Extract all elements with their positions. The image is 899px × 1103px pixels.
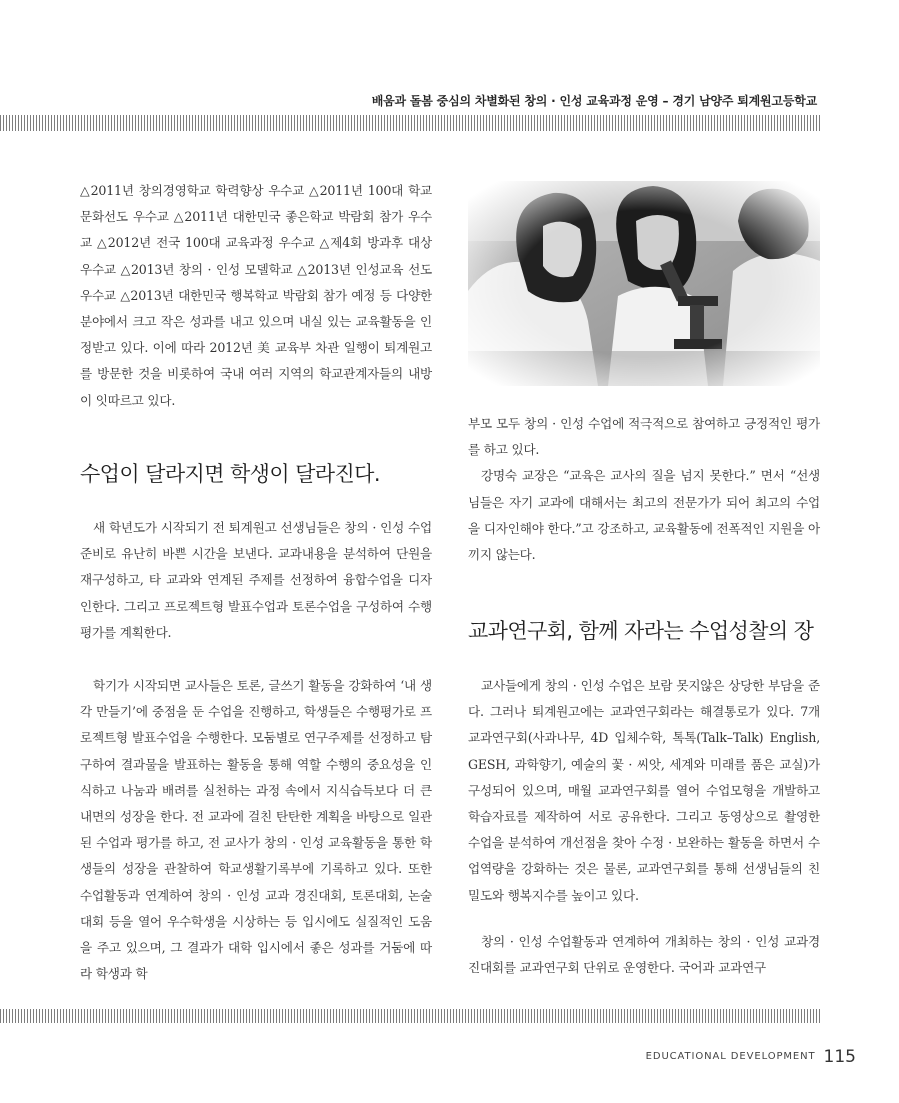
right-paragraph-block-2	[468, 673, 820, 909]
section-heading-block-right	[468, 615, 820, 645]
footer-rule	[0, 1009, 820, 1023]
students-microscope-photo	[468, 181, 820, 386]
body-paragraph-parents: 부모 모두 창의 · 인성 수업에 적극적으로 참여하고 긍정적인 평가를 하고 있다.	[468, 416, 820, 458]
page-number: 115	[823, 1046, 856, 1067]
section-heading-block-left	[80, 458, 432, 488]
running-header-title: 배움과 돌봄 중심의 차별화된 창의 · 인성 교육과정 운영 – 경기 남양주 퇴계원고등학교	[371, 94, 817, 108]
page-footer	[646, 1046, 856, 1067]
body-paragraph-semester: 학기가 시작되면 교사들은 토론, 글쓰기 활동을 강화하여 ‘내 생각 만들기’에 중점을 둔 수업을 진행하고, 학생들은 수행평가로 프로젝트형 발표수업을 수행한다. 모둠별로 연구주제를 선정하고 탐구하여 결과물을 발표하는 활동을 통해 역할 수행의 중요성을 인식하고 나눔과 배려를 실천하는 과정 속에서 지식습득보다 더 큰 내면의 성장을 한다. 전 교과에 걸친 탄탄한 계획을 바탕으로 일관된 수업과 평가를 하고, 전 교사가 창의 · 인성 교육활동을 통한 학생들의 성장을 관찰하여 학교생활기록부에 기록하고 있다. 또한 수업활동과 연계하여 창의 · 인성 교과 경진대회, 토론대회, 논술대회 등을 열어 우수학생을 시상하는 등 입시에도 실질적인 도움을 주고 있으며, 그 결과가 대학 입시에서 좋은 성과를 거둠에 따라 학생과 학	[80, 678, 432, 982]
body-paragraph-contest: 창의 · 인성 수업활동과 연계하여 개최하는 창의 · 인성 교과경진대회를 교과연구회 단위로 운영한다. 국어과 교과연구	[468, 934, 820, 976]
header-rule	[0, 115, 820, 131]
right-paragraph-block-1	[468, 411, 820, 568]
body-paragraph-study-groups: 교사들에게 창의 · 인성 수업은 보람 못지않은 상당한 부담을 준다. 그러나 퇴계원고에는 교과연구회라는 해결통로가 있다. 7개 교과연구회(사과나무, 4D 입체수학, 톡톡(Talk–Talk) English, GESH, 과학향기, 예술의 꽃 · 씨앗, 세계와 미래를 품은 교실)가 구성되어 있으며, 매월 교과연구회를 열어 수업모형을 개발하고 학습자료를 제작하여 서로 공유한다. 그리고 동영상으로 촬영한 수업을 분석하여 개선점을 찾아 수정 · 보완하는 활동을 하면서 수업역량을 강화하는 것은 물론, 교과연구회를 통해 선생님들의 친밀도와 행복지수를 높이고 있다.	[468, 678, 820, 903]
body-paragraph-block-1	[80, 515, 432, 646]
body-paragraph-principal-quote: 강명숙 교장은 “교육은 교사의 질을 넘지 못한다.” 면서 “선생님들은 자기 교과에 대해서는 최고의 전문가가 되어 최고의 수업을 디자인해야 한다.”고 강조하고, 교육활동에 전폭적인 지원을 아끼지 않는다.	[468, 468, 820, 563]
right-paragraph-block-3	[468, 929, 820, 981]
footer-section-label: EDUCATIONAL DEVELOPMENT	[645, 1051, 816, 1062]
body-paragraph-block-2	[80, 673, 432, 987]
intro-paragraph: △2011년 창의경영학교 학력향상 우수교 △2011년 100대 학교 문화선도 우수교 △2011년 대한민국 좋은학교 박람회 참가 우수교 △2012년 전국 100대 교육과정 우수교 △제4회 방과후 대상 우수교 △2013년 창의 · 인성 모델학교 △2013년 인성교육 선도 우수교 △2013년 대한민국 행복학교 박람회 참가 예정 등 다양한 분야에서 크고 작은 성과를 내고 있으며 내실 있는 교육활동을 인정받고 있다. 이에 따라 2012년 美 교육부 차관 일행이 퇴계원고를 방문한 것을 비롯하여 국내 여러 지역의 학교관계자들의 내방이 잇따르고 있다.	[80, 183, 432, 408]
body-paragraph-preparation: 새 학년도가 시작되기 전 퇴계원고 선생님들은 창의 · 인성 수업준비로 유난히 바쁜 시간을 보낸다. 교과내용을 분석하여 단원을 재구성하고, 타 교과와 연계된 주제를 선정하여 융합수업을 디자인한다. 그리고 프로젝트형 발표수업과 토론수업을 구성하여 수행평가를 계획한다.	[80, 520, 432, 640]
section-heading-classes-change: 수업이 달라지면 학생이 달라진다.	[80, 462, 380, 486]
section-heading-study-groups: 교과연구회, 함께 자라는 수업성찰의 장	[468, 619, 814, 643]
intro-paragraph-block	[80, 178, 432, 414]
